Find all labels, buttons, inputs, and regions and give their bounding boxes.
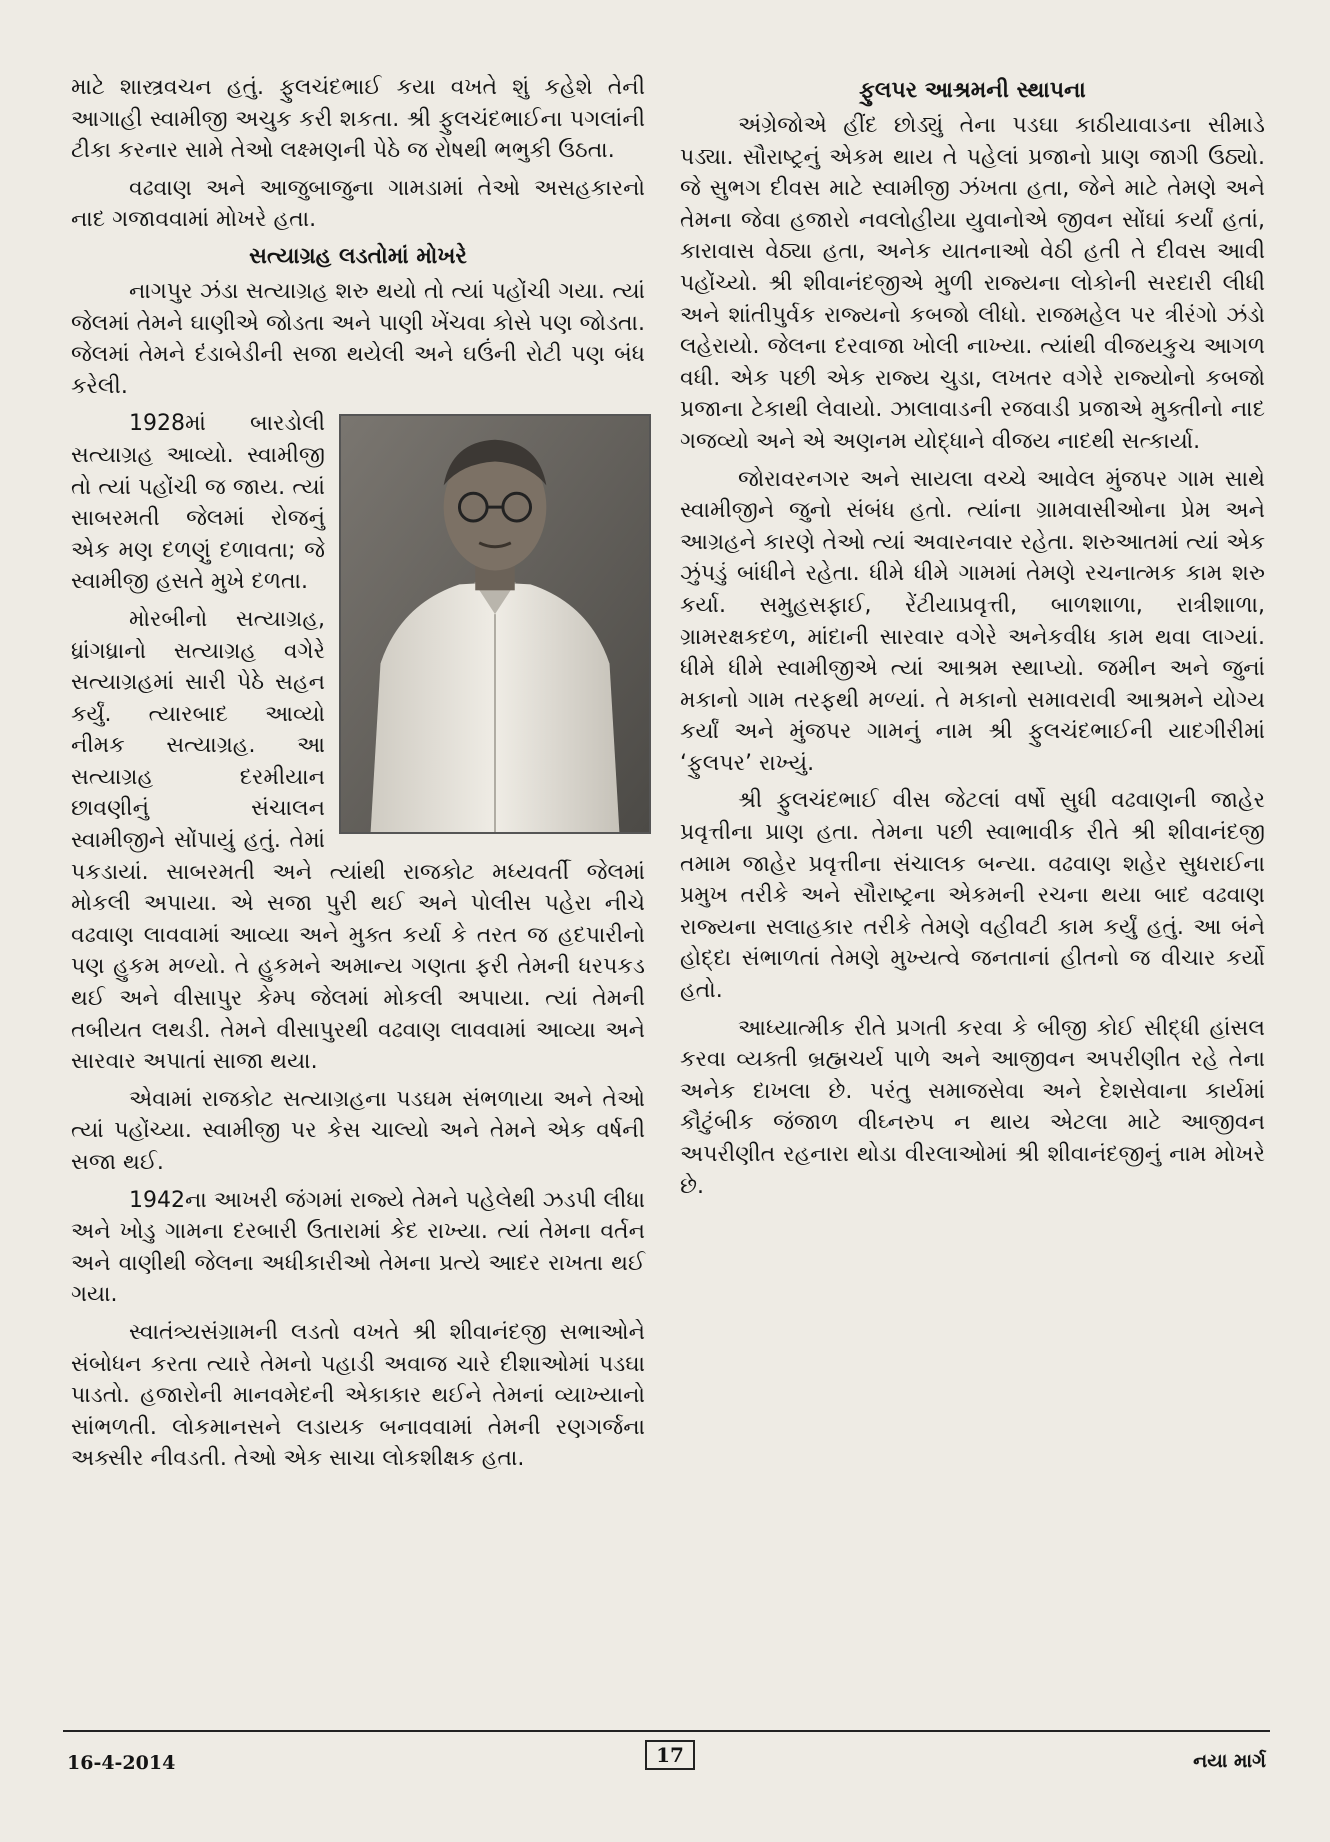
left-column [71, 72, 645, 1481]
page-number: 17 [645, 1740, 695, 1770]
left-para-8: સ્વાતંત્ર્યસંગ્રામની લડતો વખતે શ્રી શીવાનંદજી સભાઓને સંબોધન કરતા ત્યારે તેમનો પહાડી અવાજ ચારે દીશાઓમાં પડઘા પાડતો. હજારોની માનવમેદની એકાકાર થઈને તેમનાં વ્યાખ્યાનો સાંભળતી. લોકમાનસને લડાયક બનાવવામાં તેમની રણગર્જના અક્સીર નીવડતી. તેઓ એક સાચા લોકશીક્ષક હતા. [71, 1319, 645, 1472]
left-para-1: માટે શાસ્ત્રવચન હતું. ફુલચંદભાઈ કયા વખતે શું કહેશે તેની આગાહી સ્વામીજી અચુક કરી શકતા. શ્રી ફુલચંદભાઈના પગલાંની ટીકા કરનાર સામે તેઓ લક્ષ્મણની પેઠે જ રોષથી ભભુકી ઉઠતા. [71, 75, 645, 164]
page-footer [63, 1730, 1270, 1792]
left-para-3: નાગપુર ઝંડા સત્યાગ્રહ શરુ થયો તો ત્યાં પહોંચી ગયા. ત્યાં જેલમાં તેમને ઘાણીએ જોડતા અને પાણી ખેંચવા કોસે પણ જોડતા. જેલમાં તેમને દંડાબેડીની સજા થયેલી અને ઘઉંની રોટી પણ બંધ કરેલી. [71, 278, 645, 399]
right-column [680, 72, 1265, 1208]
left-para-7: 1942ના આખરી જંગમાં રાજ્યે તેમને પહેલેથી ઝડપી લીધા અને ખોડુ ગામના દરબારી ઉતારામાં કેદ રાખ્યા. ત્યાં તેમના વર્તન અને વાણીથી જેલના અધીકારીઓ તેમના પ્રત્યે આદર રાખતા થઈ ગયા. [71, 1187, 645, 1308]
left-para-2: વઢવાણ અને આજુબાજુના ગામડામાં તેઓ અસહકારનો નાદ ગજાવવામાં મોખરે હતા. [71, 175, 645, 233]
magazine-name: નયા માર્ગ [1193, 1750, 1266, 1772]
left-para-4: 1928માં બારડોલી સત્યાગ્રહ આવ્યો. સ્વામીજી તો ત્યાં પહોંચી જ જાય. ત્યાં સાબરમતી જેલમાં રોજનું એક મણ દળણું દળાવતા; જે સ્વામીજી હસતે મુખે દળતા. [71, 411, 325, 595]
right-para-3: શ્રી ફુલચંદભાઈ વીસ જેટલાં વર્ષો સુધી વઢવાણની જાહેર પ્રવૃત્તીના પ્રાણ હતા. તેમના પછી સ્વાભાવીક રીતે શ્રી શીવાનંદજી તમામ જાહેર પ્રવૃત્તીના સંચાલક બન્યા. વઢવાણ શહેર સુધરાઈના પ્રમુખ તરીકે અને સૌરાષ્ટ્રના એકમની રચના થયા બાદ વઢવાણ રાજ્યના સલાહકાર તરીકે તેમણે વહીવટી કામ કર્યું હતું. આ બંને હોદ્દા સંભાળતાં તેમણે મુખ્યત્વે જનતાનાં હીતનો જ વીચાર કર્યો હતો. [680, 788, 1265, 1004]
issue-date: 16-4-2014 [67, 1752, 176, 1774]
left-para-5: મોરબીનો સત્યાગ્રહ, ધ્રાંગધ્રાનો સત્યાગ્રહ વગેરે સત્યાગ્રહમાં સારી પેઠે સહન કર્યું. ત્યારબાદ આવ્યો નીમક સત્યાગ્રહ. આ સત્યાગ્રહ દરમીયાન છાવણીનું સંચાલન સ્વામીજીને સોંપાયું હતું. તેમાં પકડાયાં. સાબરમતી અને ત્યાંથી રાજકોટ મધ્યવર્તી જેલમાં મોકલી અપાયા. એ સજા પુરી થઈ અને પોલીસ પહેરા નીચે વઢવાણ લાવવામાં આવ્યા અને મુક્ત કર્યા કે તરત જ હદપારીનો પણ હુકમ મળ્યો. તે હુકમને અમાન્ય ગણતા ફરી તેમની ધરપકડ થઈ અને વીસાપુર કેમ્પ જેલમાં મોકલી અપાયા. ત્યાં તેમની તબીયત લથડી. તેમને વીસાપુરથી વઢવાણ લાવવામાં આવ્યા અને સારવાર અપાતાં સાજા થયા. [71, 606, 645, 1075]
section-heading-fulpar-ashram: ફુલપર આશ્રમની સ્થાપના [859, 78, 1086, 103]
section-heading-satyagraha: સત્યાગ્રહ લડતોમાં મોખરે [249, 243, 467, 269]
right-para-2: જોરાવરનગર અને સાયલા વચ્ચે આવેલ મુંજપર ગામ સાથે સ્વામીજીને જુનો સંબંધ હતો. ત્યાંના ગ્રામવાસીઓના પ્રેમ અને આગ્રહને કારણે તેઓ ત્યાં અવારનવાર રહેતા. શરુઆતમાં ત્યાં એક ઝુંપડું બાંધીને રહેતા. ધીમે ધીમે ગામમાં તેમણે રચનાત્મક કામ શરુ કર્યા. સમુહસફાઈ, રેંટીયાપ્રવૃત્તી, બાળશાળા, રાત્રીશાળા, ગ્રામરક્ષકદળ, માંદાની સારવાર વગેરે અનેકવીધ કામ થવા લાગ્યાં. ધીમે ધીમે સ્વામીજીએ ત્યાં આશ્રમ સ્થાપ્યો. જમીન અને જુનાં મકાનો ગામ તરફથી મળ્યાં. તે મકાનો સમાવરાવી આશ્રમને યોગ્ય કર્યાં અને મુંજપર ગામનું નામ શ્રી ફુલચંદભાઈની યાદગીરીમાં ‘ફુલપર’ રાખ્યું. [680, 466, 1265, 776]
right-para-4: આધ્યાત્મીક રીતે પ્રગતી કરવા કે બીજી કોઈ સીદ્ધી હાંસલ કરવા વ્યક્તી બ્રહ્મચર્ય પાળે અને આજીવન અપરીણીત રહે તેના અનેક દાખલા છે. પરંતુ સમાજસેવા અને દેશસેવાના કાર્યમાં કૌટુંબીક જંજાળ વીઘ્નરુપ ન થાય એટલા માટે આજીવન અપરીણીત રહનારા થોડા વીરલાઓમાં શ્રી શીવાનંદજીનું નામ મોખરે છે. [680, 1015, 1265, 1199]
left-para-6: એવામાં રાજકોટ સત્યાગ્રહના પડઘમ સંભળાયા અને તેઓ ત્યાં પહોંચ્યા. સ્વામીજી પર કેસ ચાલ્યો અને તેમને એક વર્ષની સજા થઈ. [71, 1086, 645, 1175]
portrait-photo [339, 414, 651, 834]
right-para-1: અંગ્રેજોએ હીંદ છોડ્યું તેના પડઘા કાઠીયાવાડના સીમાડે પડ્યા. સૌરાષ્ટ્રનું એકમ થાય તે પહેલાં પ્રજાનો પ્રાણ જાગી ઉઠ્યો. જે સુભગ દીવસ માટે સ્વામીજી ઝંખતા હતા, જેને માટે તેમણે અને તેમના જેવા હજારો નવલોહીયા યુવાનોએ જીવન સોંઘાં કર્યાં હતાં, કારાવાસ વેઠ્યા હતા, અનેક યાતનાઓ વેઠી હતી તે દીવસ આવી પહોંચ્યો. શ્રી શીવાનંદજીએ મુળી રાજ્યના લોકોની સરદારી લીધી અને શાંતીપુર્વક રાજ્યનો કબજો લીધો. રાજમહેલ પર ત્રીરંગો ઝંડો લહેરાયો. જેલના દરવાજા ખોલી નાખ્યા. ત્યાંથી વીજયકુચ આગળ વધી. એક પછી એક રાજ્ય ચુડા, લખતર વગેરે રાજ્યોનો કબજો પ્રજાના ટેકાથી લેવાયો. ઝાલાવાડની રજવાડી પ્રજાએ મુક્તીનો નાદ ગજવ્યો અને એ અણનમ યોદ્ધાને વીજય નાદથી સત્કાર્યા. [680, 113, 1265, 454]
